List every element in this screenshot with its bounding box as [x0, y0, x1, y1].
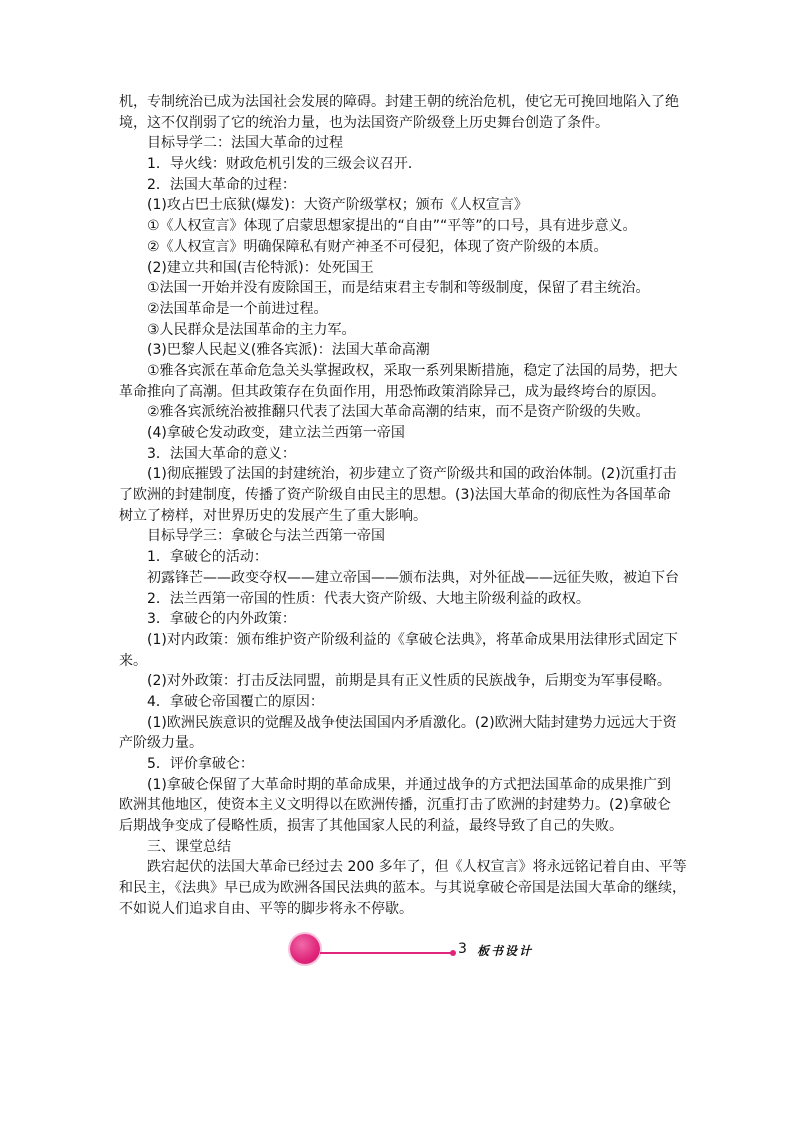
text-line: ②法国革命是一个前进过程。	[147, 300, 328, 317]
text-line: (1)拿破仑保留了大革命时期的革命成果，并通过战争的方式把法国革命的成果推广到	[147, 776, 671, 793]
text-line: 2．法国大革命的过程：	[147, 176, 296, 193]
text-line: ③人民群众是法国革命的主力军。	[147, 321, 356, 338]
text-line: 3．法国大革命的意义：	[147, 445, 296, 462]
text-line: 目标导学二：法国大革命的过程	[147, 135, 343, 152]
text-line: 3．拿破仑的内外政策：	[147, 611, 296, 628]
text-line: 跌宕起伏的法国大革命已经过去 200 多年了，但《人权宣言》将永远铭记着自由、平等	[147, 859, 687, 876]
text-line: (2)建立共和国(吉伦特派)：处死国王	[147, 259, 374, 276]
section-rule-dot	[450, 950, 456, 956]
text-line: 后期战争变成了侵略性质，损害了其他国家人民的利益，最终导致了自己的失败。	[119, 818, 623, 835]
text-line: 来。	[119, 652, 147, 669]
section-rule	[320, 952, 452, 954]
text-line: 不如说人们追求自由、平等的脚步将永不停歇。	[119, 900, 413, 917]
text-line: 欧洲其他地区，使资本主义文明得以在欧洲传播，沉重打击了欧洲的封建势力。(2)拿破仑	[119, 797, 671, 814]
text-line: 5．评价拿破仑：	[147, 756, 254, 772]
text-line: (2)对外政策：打击反法同盟，前期是具有正义性质的民族战争，后期变为军事侵略。	[147, 673, 671, 690]
text-line: (1)对内政策：颁布维护资产阶级利益的《拿破仑法典》，将革命成果用法律形式固定下	[147, 631, 678, 648]
text-line: 1．拿破仑的活动：	[147, 549, 268, 566]
text-line: 三、课堂总结	[147, 838, 231, 855]
text-line: 初露锋芒——政变夺权——建立帝国——颁布法典，对外征战——远征失败，被迫下台	[147, 569, 679, 586]
text-line: 了欧洲的封建制度，传播了资产阶级自由民主的思想。(3)法国大革命的彻底性为各国革命	[119, 487, 671, 504]
text-line: ①法国一开始并没有废除国王，而是结束君主专制和等级制度，保留了君主统治。	[147, 280, 650, 297]
section-number: 3	[458, 941, 467, 957]
text-line: 产阶级力量。	[119, 735, 203, 752]
section-marker-circle	[290, 934, 320, 964]
text-line: 1．导火线：财政危机引发的三级会议召开．	[147, 156, 422, 173]
section-footer	[282, 930, 582, 970]
text-line: ②《人权宣言》明确保障私有财产神圣不可侵犯，体现了资产阶级的本质。	[147, 238, 608, 255]
text-line: ②雅各宾派统治被推翻只代表了法国大革命高潮的结束，而不是资产阶级的失败。	[147, 404, 650, 421]
text-line: 机，专制统治已成为法国社会发展的障碍。封建王朝的统治危机，使它无可挽回地陷入了绝	[119, 94, 679, 110]
text-line: (1)彻底摧毁了法国的封建统治，初步建立了资产阶级共和国的政治体制。(2)沉重打击	[147, 466, 677, 483]
section-label: 板书设计	[477, 944, 534, 958]
text-line: 4．拿破仑帝国覆亡的原因：	[147, 693, 324, 710]
text-line: 革命推向了高潮。但其政策存在负面作用，用恐怖政策消除异己，成为最终垮台的原因。	[119, 383, 665, 400]
document-body	[119, 92, 687, 920]
text-line: (1)攻占巴士底狱(爆发)：大资产阶级掌权；颁布《人权宣言》	[147, 197, 528, 214]
text-line: 2．法兰西第一帝国的性质：代表大资产阶级、大地主阶级利益的政权。	[147, 590, 590, 607]
text-line: ①雅各宾派在革命危急关头掌握政权，采取一系列果断措施，稳定了法国的局势，把大	[147, 362, 678, 379]
text-line: (3)巴黎人民起义(雅各宾派)：法国大革命高潮	[147, 342, 430, 359]
text-line: (4)拿破仑发动政变，建立法兰西第一帝国	[147, 425, 405, 441]
text-line: 和民主，《法典》早已成为欧洲各国民法典的蓝本。与其说拿破仑帝国是法国大革命的继续，	[119, 880, 686, 897]
text-line: 树立了榜样，对世界历史的发展产生了重大影响。	[119, 507, 427, 524]
text-line: (1)欧洲民族意识的觉醒及战争使法国国内矛盾激化。(2)欧洲大陆封建势力远远大于资	[147, 714, 677, 731]
text-line: 目标导学三：拿破仑与法兰西第一帝国	[147, 528, 385, 545]
text-line: 境，这不仅削弱了它的统治力量，也为法国资产阶级登上历史舞台创造了条件。	[119, 114, 609, 131]
text-line: ①《人权宣言》体现了启蒙思想家提出的“自由”“平等”的口号，具有进步意义。	[147, 218, 637, 235]
